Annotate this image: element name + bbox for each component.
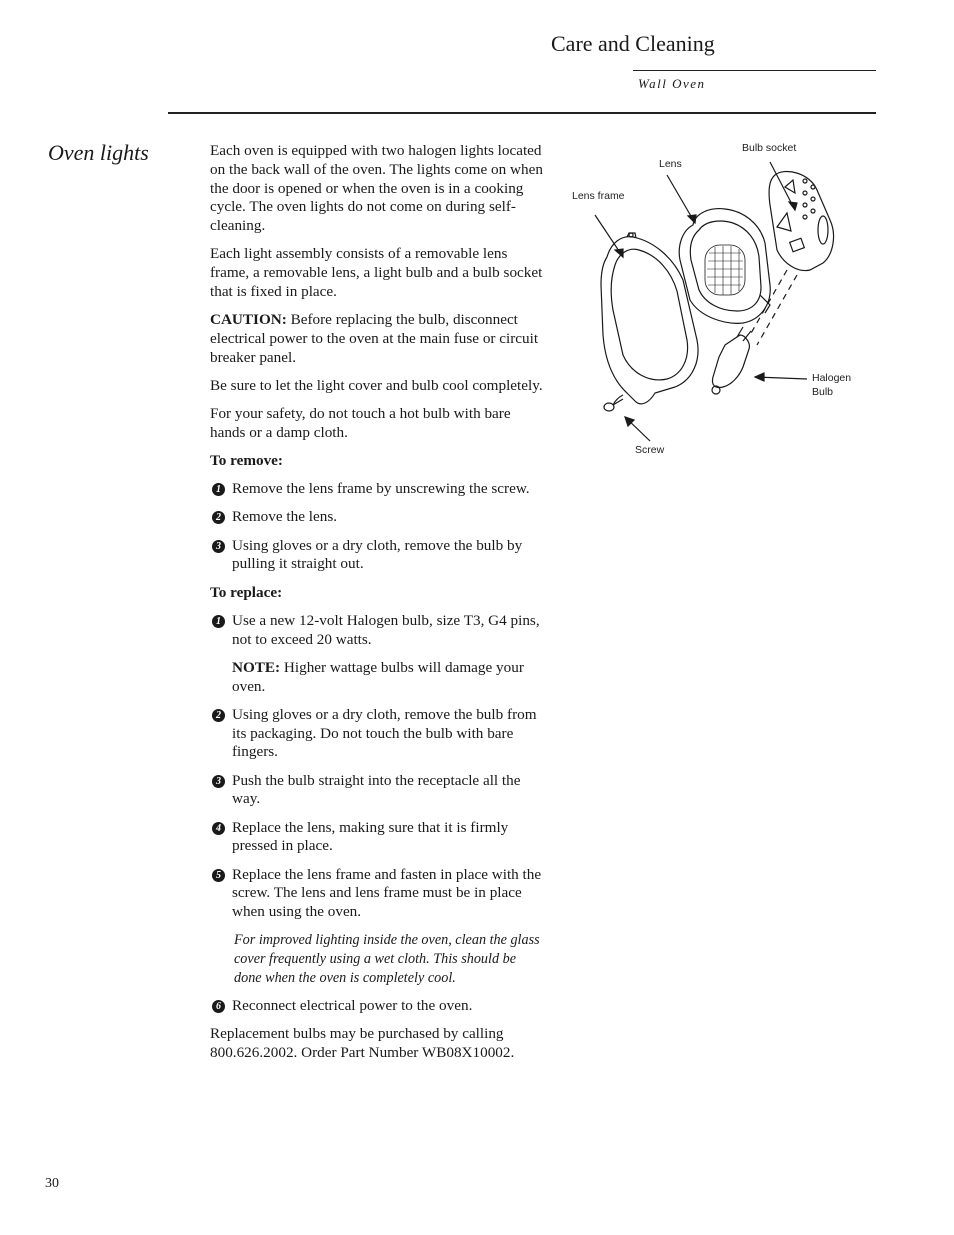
- step-number-icon: 1: [212, 483, 225, 496]
- cool-note: Be sure to let the light cover and bulb cool completely.: [210, 376, 543, 394]
- bulb-socket-illustration: [769, 171, 833, 270]
- label-screw: Screw: [635, 444, 665, 456]
- label-lens: Lens: [659, 158, 682, 170]
- body-column: [210, 142, 544, 1072]
- page-number: 30: [45, 1176, 59, 1191]
- label-bulb: Bulb: [812, 386, 834, 398]
- step-text: Use a new 12-volt Halogen bulb, size T3, G4 pins, not to exceed 20 watts.: [232, 611, 540, 648]
- step-text: Using gloves or a dry cloth, remove the bulb by pulling it straight out.: [232, 536, 523, 573]
- wattage-note: [210, 659, 544, 697]
- intro-paragraph-2: Each light assembly consists of a removable lens frame, a removable lens, a light bulb and a bulb socket that is fixed in place.: [210, 245, 543, 300]
- remove-step-1: [210, 480, 544, 499]
- replace-step-1: [210, 612, 544, 650]
- step-text: Using gloves or a dry cloth, remove the bulb from its packaging. Do not touch the bulb with bare fingers.: [232, 705, 537, 761]
- caution-paragraph: [210, 311, 544, 367]
- screw-illustration: [604, 399, 623, 411]
- note-label: NOTE:: [232, 658, 281, 676]
- note-text: Higher wattage bulbs will damage your oven.: [232, 658, 524, 695]
- replace-step-3: [210, 772, 544, 810]
- step-text: Remove the lens frame by unscrewing the screw.: [232, 480, 530, 498]
- remove-heading: To remove:: [210, 452, 283, 470]
- replace-step-4: [210, 819, 544, 857]
- caution-label: CAUTION:: [210, 311, 287, 329]
- step-text: Reconnect electrical power to the oven.: [232, 996, 473, 1014]
- section-divider: [168, 112, 876, 114]
- header-rule: [633, 70, 876, 71]
- remove-step-2: [210, 508, 544, 527]
- replace-heading: To replace:: [210, 583, 283, 601]
- step-number-icon: 2: [212, 511, 225, 524]
- step-text: Remove the lens.: [232, 508, 338, 526]
- label-lens-frame: Lens frame: [572, 190, 625, 202]
- step-text: Replace the lens, making sure that it is firmly pressed in place.: [232, 818, 509, 855]
- replacement-bulbs-info: Replacement bulbs may be purchased by calling 800.626.2002. Order Part Number WB08X10002.: [210, 1024, 515, 1061]
- halogen-bulb-illustration: [712, 327, 751, 394]
- label-bulb-socket: Bulb socket: [742, 142, 797, 154]
- step-number-icon: 2: [212, 709, 225, 722]
- label-halogen: Halogen: [812, 372, 852, 384]
- section-title: Oven lights: [48, 140, 149, 165]
- replace-step-6: [210, 997, 544, 1016]
- header-title: Care and Cleaning: [551, 31, 715, 56]
- light-assembly-diagram: [565, 135, 865, 465]
- header-subtitle: Wall Oven: [638, 76, 706, 91]
- step-number-icon: 3: [212, 775, 225, 788]
- step-number-icon: 3: [212, 540, 225, 553]
- step-number-icon: 4: [212, 822, 225, 835]
- safety-note: For your safety, do not touch a hot bulb with bare hands or a damp cloth.: [210, 405, 511, 441]
- replace-step-2: [210, 706, 544, 762]
- lens-frame-illustration: [601, 233, 698, 411]
- step-text: Replace the lens frame and fasten in place with the screw. The lens and lens frame must be in place when using the oven.: [232, 865, 542, 921]
- remove-step-3: [210, 537, 544, 575]
- caution-text: Before replacing the bulb, disconnect electrical power to the oven at the main fuse or circuit breaker panel.: [210, 311, 539, 366]
- lens-illustration: [679, 209, 770, 324]
- step-number-icon: 1: [212, 615, 225, 628]
- replace-step-5: [210, 866, 544, 922]
- step-number-icon: 5: [212, 869, 225, 882]
- cleaning-tip: For improved lighting inside the oven, clean the glass cover frequently using a wet cloth. This should be done when the oven is completely cool.: [234, 932, 540, 986]
- step-text: Push the bulb straight into the receptacle all the way.: [232, 771, 521, 808]
- step-number-icon: 6: [212, 1000, 225, 1013]
- intro-paragraph-1: Each oven is equipped with two halogen lights located on the back wall of the oven. The lights come on when the door is opened or when the oven is in a cooking cycle. The oven lights do not come on during self-cleaning.: [210, 142, 543, 235]
